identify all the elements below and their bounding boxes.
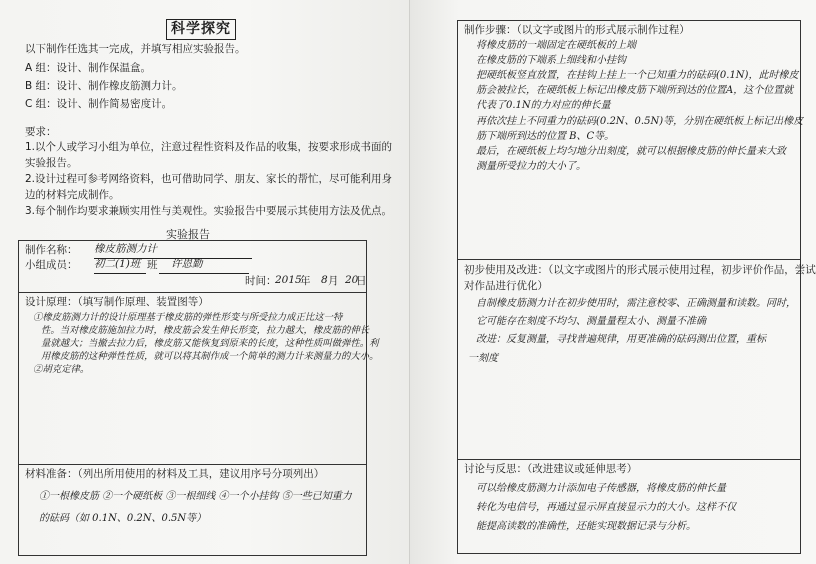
discussion-line: 能提高读数的准确性，还能实现数据记录与分析。: [476, 521, 696, 532]
design-principle-line: ②胡克定律。: [33, 364, 90, 375]
design-principle-line: 用橡皮筋的这种弹性性质，就可以将其制作成一个简单的测力计来测量力的大小。: [41, 351, 379, 362]
design-principle-label: 设计原理：（填写制作原理、装置图等）: [25, 296, 209, 308]
design-principle-line: ①橡皮筋测力计的设计原理基于橡皮筋的弹性形变与所受拉力成正比这一特: [33, 312, 343, 323]
initial-use-line: 它可能存在刻度不均匀、测量量程太小、测量不准确: [476, 316, 706, 327]
design-principle-line: 性。当对橡皮筋施加拉力时，橡皮筋会发生伸长形变，拉力越大，橡皮筋的伸长: [41, 325, 370, 336]
initial-use-line: 一刻度: [468, 353, 498, 364]
requirement-line: 2.设计过程可参考网络资料，也可借助同学、朋友、家长的帮忙，尽可能利用身: [25, 173, 393, 185]
steps-line: 把硬纸板竖直放置，在挂钩上挂上一个已知重力的砝码(0.1N)，此时橡皮: [476, 70, 799, 81]
steps-line: 最后，在硬纸板上均匀地分出刻度，就可以根据橡皮筋的伸长量来大致: [476, 146, 786, 157]
steps-line: 筋下端所到达的位置 B、C等。: [476, 131, 615, 142]
time-year[interactable]: 2015: [275, 274, 302, 286]
steps-line: 再依次挂上不同重力的砝码(0.2N、0.5N)等，分别在硬纸板上标记出橡皮: [476, 116, 804, 127]
steps-line: 将橡皮筋的一端固定在硬纸板的上端: [476, 40, 636, 51]
steps-line: 测量所受拉力的大小了。: [476, 161, 586, 172]
members-class-field[interactable]: 初二(1)班: [94, 257, 146, 274]
initial-use-line: 自制橡皮筋测力计在初步使用时，需注意校零、正确测量和读数。同时，: [476, 298, 796, 309]
report-form-left: [18, 240, 379, 556]
day-unit: 日: [356, 275, 367, 287]
discussion-line: 转化为电信号，再通过显示屏直接显示力的大小。这样不仅: [476, 502, 736, 513]
materials-section: [19, 464, 366, 555]
month-unit: 月: [328, 275, 339, 287]
right-page: [410, 0, 816, 564]
name-field[interactable]: 橡皮筋测力计: [94, 242, 252, 259]
time-label: 时间：: [245, 275, 277, 287]
materials-line: 的砝码（如 0.1N、0.2N、0.5N等）: [39, 513, 207, 524]
discussion-line: 可以给橡皮筋测力计添加电子传感器，将橡皮筋的伸长量: [476, 483, 726, 494]
initial-use-section: [458, 259, 816, 459]
steps-line: 筋会被拉长，在硬纸板上标记出橡皮筋下端所到达的位置A，这个位置就: [476, 85, 794, 96]
requirement-line: 实验报告。: [25, 157, 78, 169]
discussion-section: [458, 459, 800, 553]
steps-line: 在橡皮筋的下端系上细线和小挂钩: [476, 55, 626, 66]
page-title: 科学探究: [166, 19, 236, 40]
report-heading: 实验报告: [166, 228, 210, 241]
class-suffix: 班: [147, 259, 158, 271]
initial-use-label-cont: 对作品进行优化）: [464, 280, 548, 292]
design-principle-section: [19, 292, 379, 464]
members-name-field[interactable]: 许恩勤: [159, 257, 249, 274]
design-principle-line: 量就越大；当撤去拉力后，橡皮筋又能恢复到原来的长度，这种性质叫做弹性。利: [41, 338, 379, 349]
header-section: [19, 241, 366, 292]
members-label: 小组成员：: [25, 259, 78, 271]
requirement-line: 3.每个制作均要求兼顾实用性与美观性。实验报告中要展示其使用方法及优点。: [25, 205, 393, 217]
group-c: C 组：设计、制作简易密度计。: [25, 98, 173, 110]
report-form-right: [457, 20, 816, 554]
time-month[interactable]: 8: [321, 274, 328, 286]
discussion-label: 讨论与反思：（改进建议或延伸思考）: [464, 463, 638, 475]
group-b: B 组：设计、制作橡皮筋测力计。: [25, 80, 183, 92]
initial-use-label: 初步使用及改进：（以文字或图片的形式展示使用过程，初步评价作品，尝试: [464, 264, 816, 276]
materials-label: 材料准备：（列出所用使用的材料及工具，建议用序号分项列出）: [25, 468, 325, 480]
materials-line: ①一根橡皮筋 ②一个硬纸板 ③一根细线 ④一个小挂钩 ⑤一些已知重力: [39, 491, 352, 502]
intro-text: 以下制作任选其一完成，并填写相应实验报告。: [25, 43, 246, 55]
group-a: A 组：设计、制作保温盒。: [25, 62, 152, 74]
initial-use-line: 改进：反复测量，寻找普遍规律，用更准确的砝码测出位置，重标: [476, 334, 766, 345]
steps-label: 制作步骤：（以文字或图片的形式展示制作过程）: [464, 24, 690, 36]
requirement-line: 1.以个人或学习小组为单位，注意过程性资料及作品的收集，按要求形成书面的: [25, 141, 393, 153]
requirement-line: 边的材料完成制作。: [25, 189, 120, 201]
name-label: 制作名称：: [25, 244, 78, 256]
steps-line: 代表了0.1N的力对应的伸长量: [476, 100, 611, 111]
steps-section: [458, 21, 804, 259]
requirements-heading: 要求：: [25, 126, 57, 138]
year-unit: 年: [300, 275, 311, 287]
time-day[interactable]: 20: [345, 274, 359, 286]
